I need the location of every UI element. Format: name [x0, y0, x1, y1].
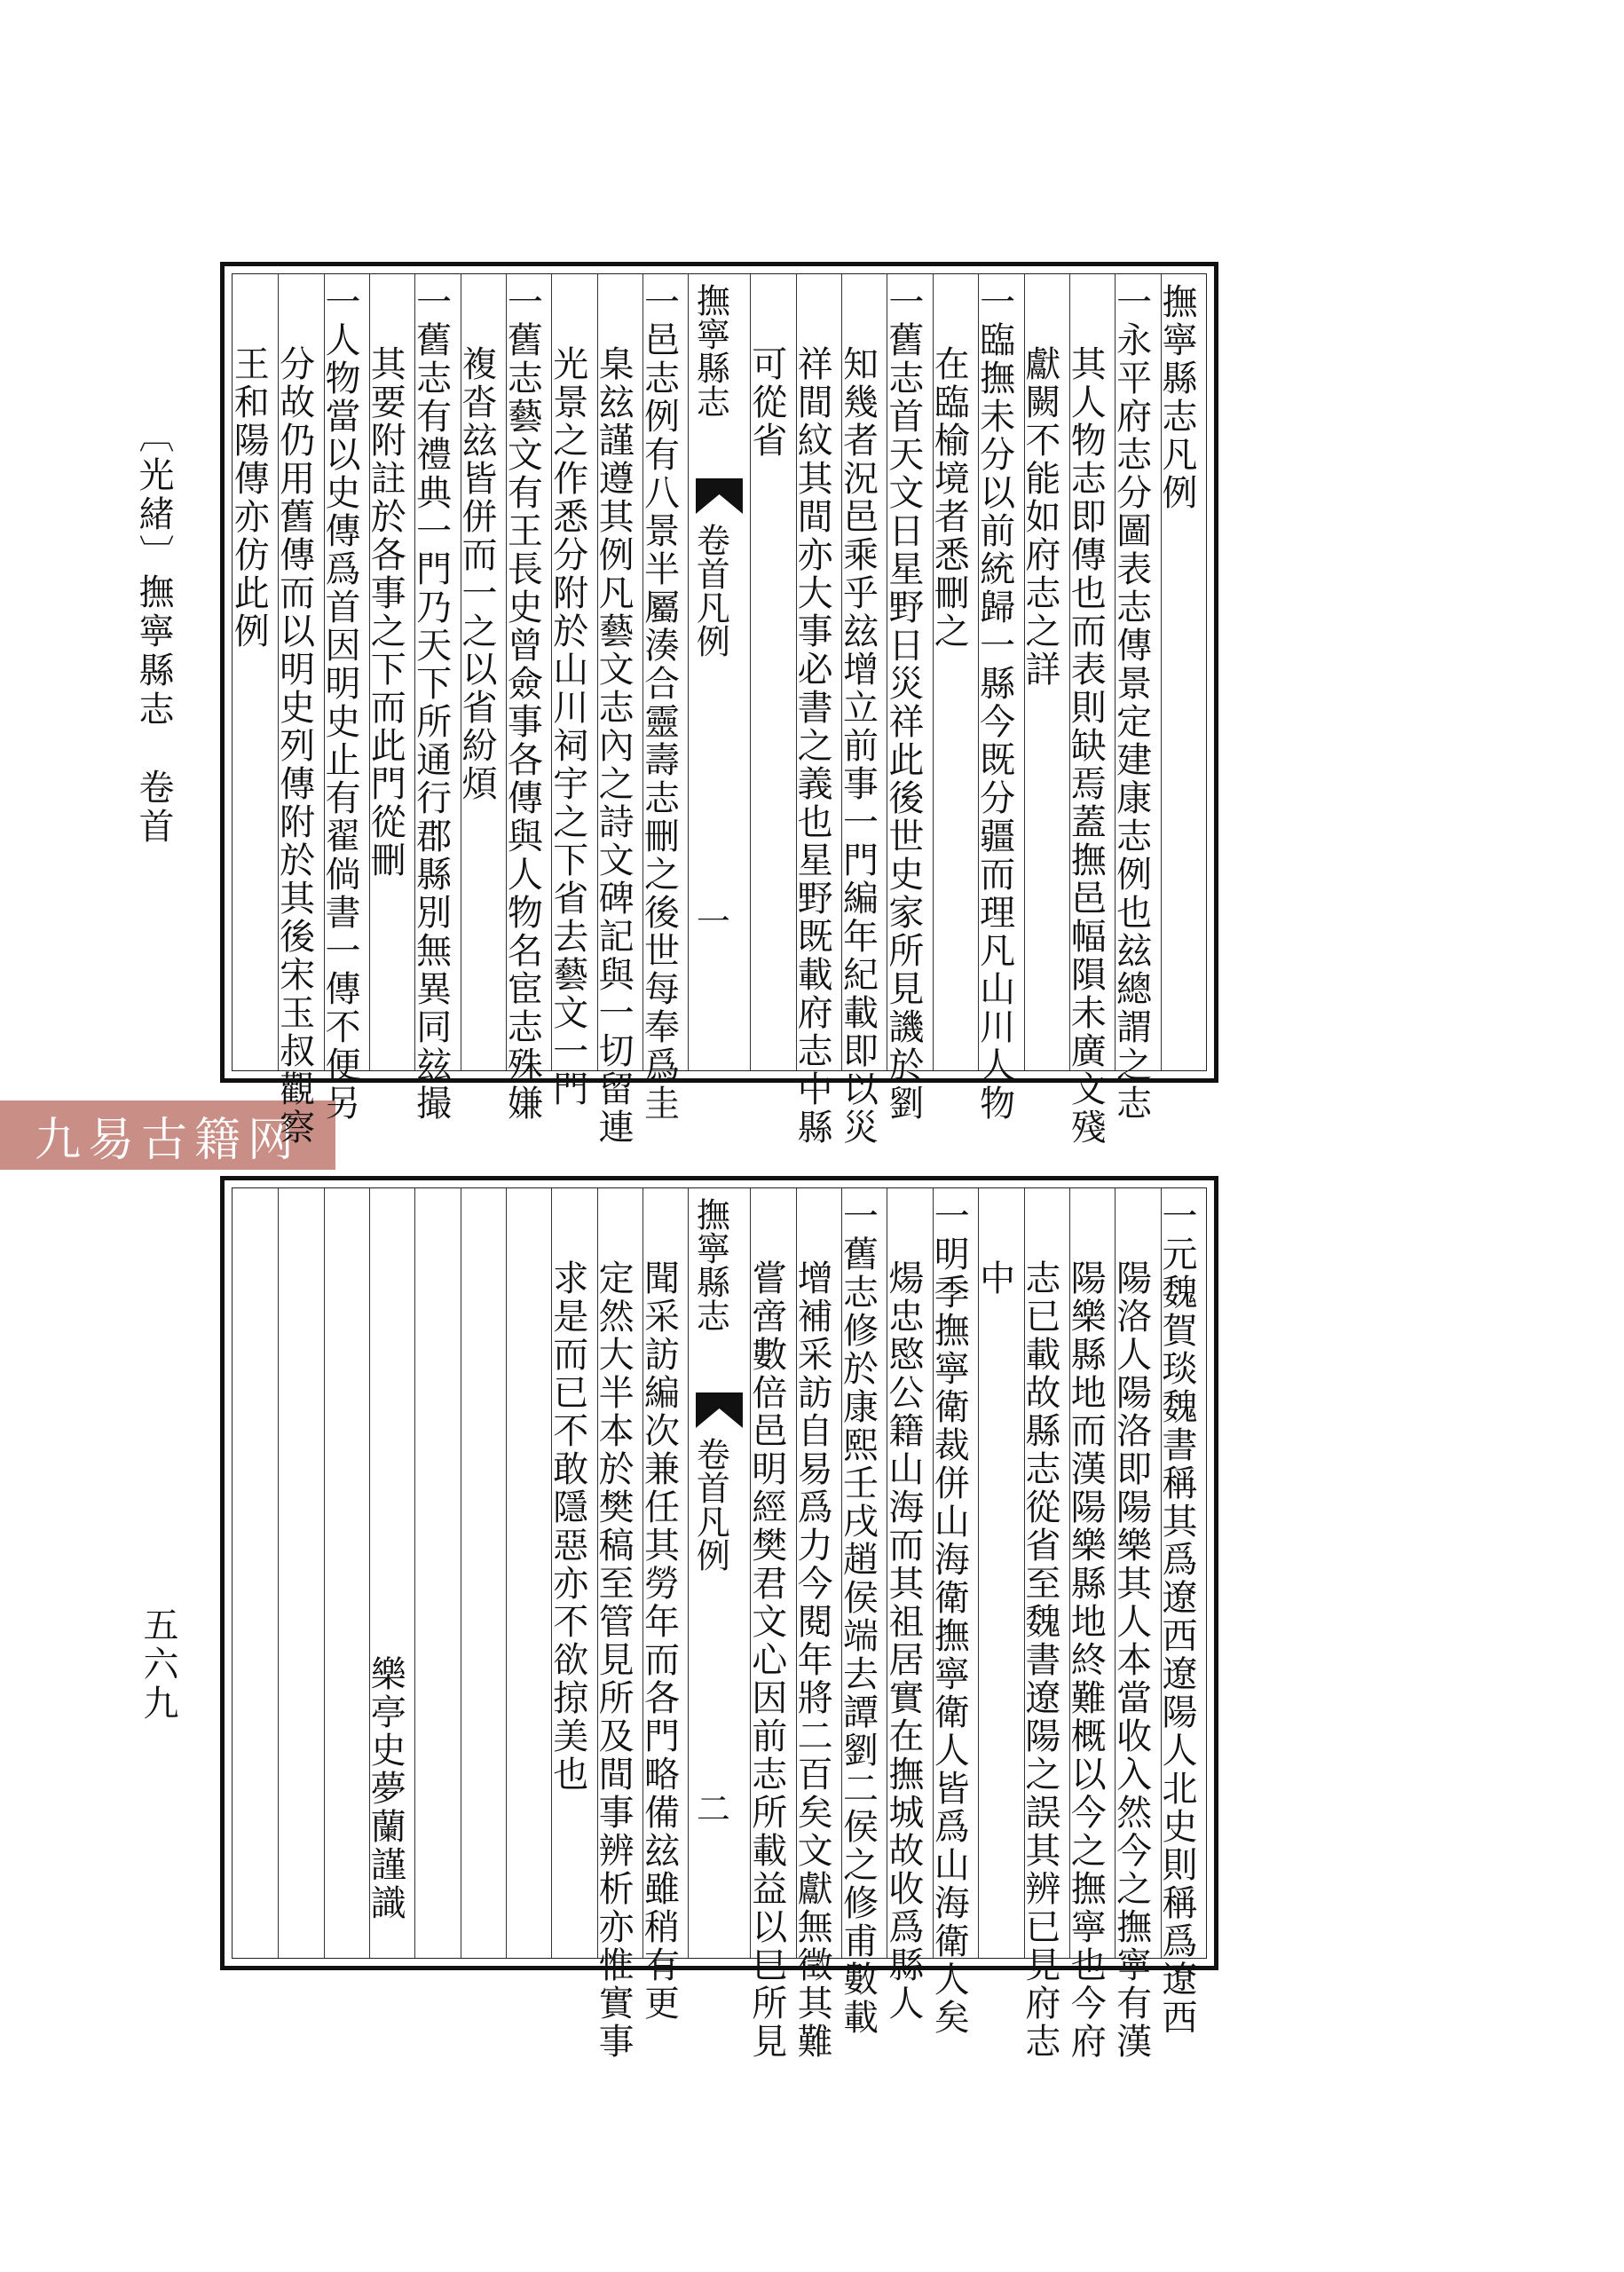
fish-tail-mark	[696, 478, 743, 514]
column-text: 祥間紋其間亦大事必書之義也星野既載府志中縣	[792, 345, 833, 1147]
column-text: 一邑志例有八景半屬湊合靈壽志刪之後世每奉爲圭	[638, 283, 680, 1123]
text-column	[928, 274, 978, 1070]
text-column	[1065, 274, 1115, 1147]
text-column	[228, 274, 278, 1070]
watermark: 九易古籍网	[0, 1100, 335, 1170]
column-text: 複沓玆皆併而一之以省紛煩	[456, 345, 498, 803]
center-book-title: 撫寧縣志	[690, 1197, 730, 1332]
column-text: 在臨榆境者悉刪之	[928, 345, 970, 651]
column-text: 一舊志首天文日星野日災祥此後世史家所見譏於劉	[882, 283, 924, 1123]
column-text: 撫寧縣志凡例	[1156, 283, 1197, 512]
text-column	[1019, 274, 1069, 1070]
column-text: 一舊志修於康熙壬戌趙侯端去譚劉二侯之修甫數載	[837, 1197, 879, 2037]
text-column	[365, 274, 414, 1070]
text-column	[273, 274, 323, 1147]
text-column	[456, 274, 506, 1070]
chapter-label: 卷首凡例	[690, 523, 730, 658]
column-text: 分故仍用舊傳而以明史列傳附於其後宋玉叔觀察	[273, 345, 315, 1147]
text-column	[928, 1188, 978, 2037]
column-text: 其要附註於各事之下而此門從刪	[365, 345, 406, 880]
text-column	[365, 1188, 414, 1958]
column-text: 一明季撫寧衛裁併山海衛撫寧衛人皆爲山海衛人矣	[928, 1197, 970, 2037]
text-column	[506, 1188, 551, 1958]
text-column	[319, 274, 369, 1123]
text-column	[461, 1188, 506, 1958]
text-column	[882, 274, 932, 1123]
text-column	[278, 1188, 323, 1958]
center-fold-column	[688, 1188, 750, 1958]
text-column	[1156, 274, 1206, 1070]
text-column	[501, 274, 551, 1123]
text-column	[638, 274, 688, 1123]
column-text: 定然大半本於樊稿至管見所及間事辨析亦惟實事	[593, 1259, 635, 2061]
text-column	[324, 1188, 369, 1958]
page-panel-bottom	[220, 1176, 1218, 2061]
text-column	[745, 1188, 795, 2061]
column-text: 志已載故縣志從省至魏書遼陽之誤其辨已見府志	[1019, 1259, 1060, 2061]
center-book-title: 撫寧縣志	[690, 283, 730, 418]
chapter-label: 卷首凡例	[690, 1437, 730, 1572]
text-column	[974, 274, 1023, 1123]
column-text: 可從省	[745, 345, 787, 460]
column-text: 王和陽傳亦仿此例	[228, 345, 270, 651]
text-column	[974, 1188, 1023, 1958]
text-columns	[233, 1188, 1206, 2061]
column-text: 光景之作悉分附於山川祠宇之下省去藝文一門	[547, 345, 588, 1108]
column-text: 陽樂縣地而漢陽樂縣地終難概以今之撫寧也今府	[1065, 1259, 1107, 2061]
column-text: 一人物當以史傳爲首因明史止有翟倘書一傳不便另	[319, 283, 360, 1123]
column-text: 一舊志有禮典一門乃天下所通行郡縣別無異同玆撮	[410, 283, 452, 1123]
book-title-margin: 〔光緒〕撫寧縣志 卷首	[133, 417, 174, 847]
text-column	[745, 274, 795, 1070]
text-column	[1156, 1188, 1206, 2037]
page-number-margin: 五六九	[138, 1606, 178, 1724]
column-text: 聞采訪編次兼任其勞年而各門略備玆雖稍有更	[638, 1259, 680, 2023]
text-column	[1019, 1188, 1069, 2061]
text-column	[792, 274, 841, 1147]
text-column	[1110, 274, 1160, 1123]
leaf-number: 一	[690, 903, 730, 937]
author-signature: 樂亭史夢蘭謹識	[365, 1655, 406, 1922]
text-column	[547, 274, 596, 1108]
column-text: 獻闕不能如府志之詳	[1019, 345, 1060, 689]
text-column	[837, 1188, 887, 2037]
page-panel-top	[220, 262, 1218, 1147]
column-text: 其人物志即傳也而表則缺焉蓋撫邑幅隕未廣文殘	[1065, 345, 1107, 1147]
text-column	[882, 1188, 932, 2023]
column-text: 增補采訪自易爲力今閱年將二百矣文獻無徵其難	[792, 1259, 833, 2061]
text-columns	[228, 274, 1206, 1147]
column-text: 一臨撫未分以前統歸一縣今既分疆而理凡山川人物	[974, 283, 1015, 1123]
column-text: 一元魏賀琰魏書稱其爲遼西遼陽人北史則稱爲遼西	[1156, 1197, 1197, 2037]
column-text: 一永平府志分圖表志傳景定建康志例也玆總謂之志	[1110, 283, 1152, 1123]
column-text: 中	[974, 1259, 1015, 1298]
text-column	[233, 1188, 278, 1958]
text-column	[410, 274, 460, 1123]
text-column	[414, 1188, 460, 1958]
column-text: 煬忠愍公籍山海而其祖居實在撫城故收爲縣人	[882, 1259, 924, 2023]
column-text: 知幾者況邑乘乎玆增立前事一門編年紀載即以災	[837, 345, 879, 1147]
column-text: 一舊志藝文有王長史曾僉事各傳與人物名宦志殊嫌	[501, 283, 543, 1123]
leaf-number: 二	[690, 1791, 730, 1825]
center-fold-column	[688, 274, 750, 1070]
text-column	[593, 1188, 643, 2061]
text-column	[593, 274, 643, 1147]
column-text: 臬玆謹遵其例凡藝文志內之詩文碑記與一切留連	[593, 345, 635, 1147]
fish-tail-mark	[696, 1392, 743, 1428]
column-text: 嘗啻數倍邑明經樊君文心因前志所載益以巳所見	[745, 1259, 787, 2061]
text-column	[547, 1188, 596, 1958]
text-column	[638, 1188, 688, 2023]
column-text: 求是而已不敢隱惡亦不欲掠美也	[547, 1259, 588, 1794]
text-column	[1110, 1188, 1160, 2061]
text-column	[837, 274, 887, 1147]
text-column	[792, 1188, 841, 2061]
text-column	[1065, 1188, 1115, 2061]
column-text: 陽洛人陽洛即陽樂其人本當收入然今之撫寧有漢	[1110, 1259, 1152, 2061]
